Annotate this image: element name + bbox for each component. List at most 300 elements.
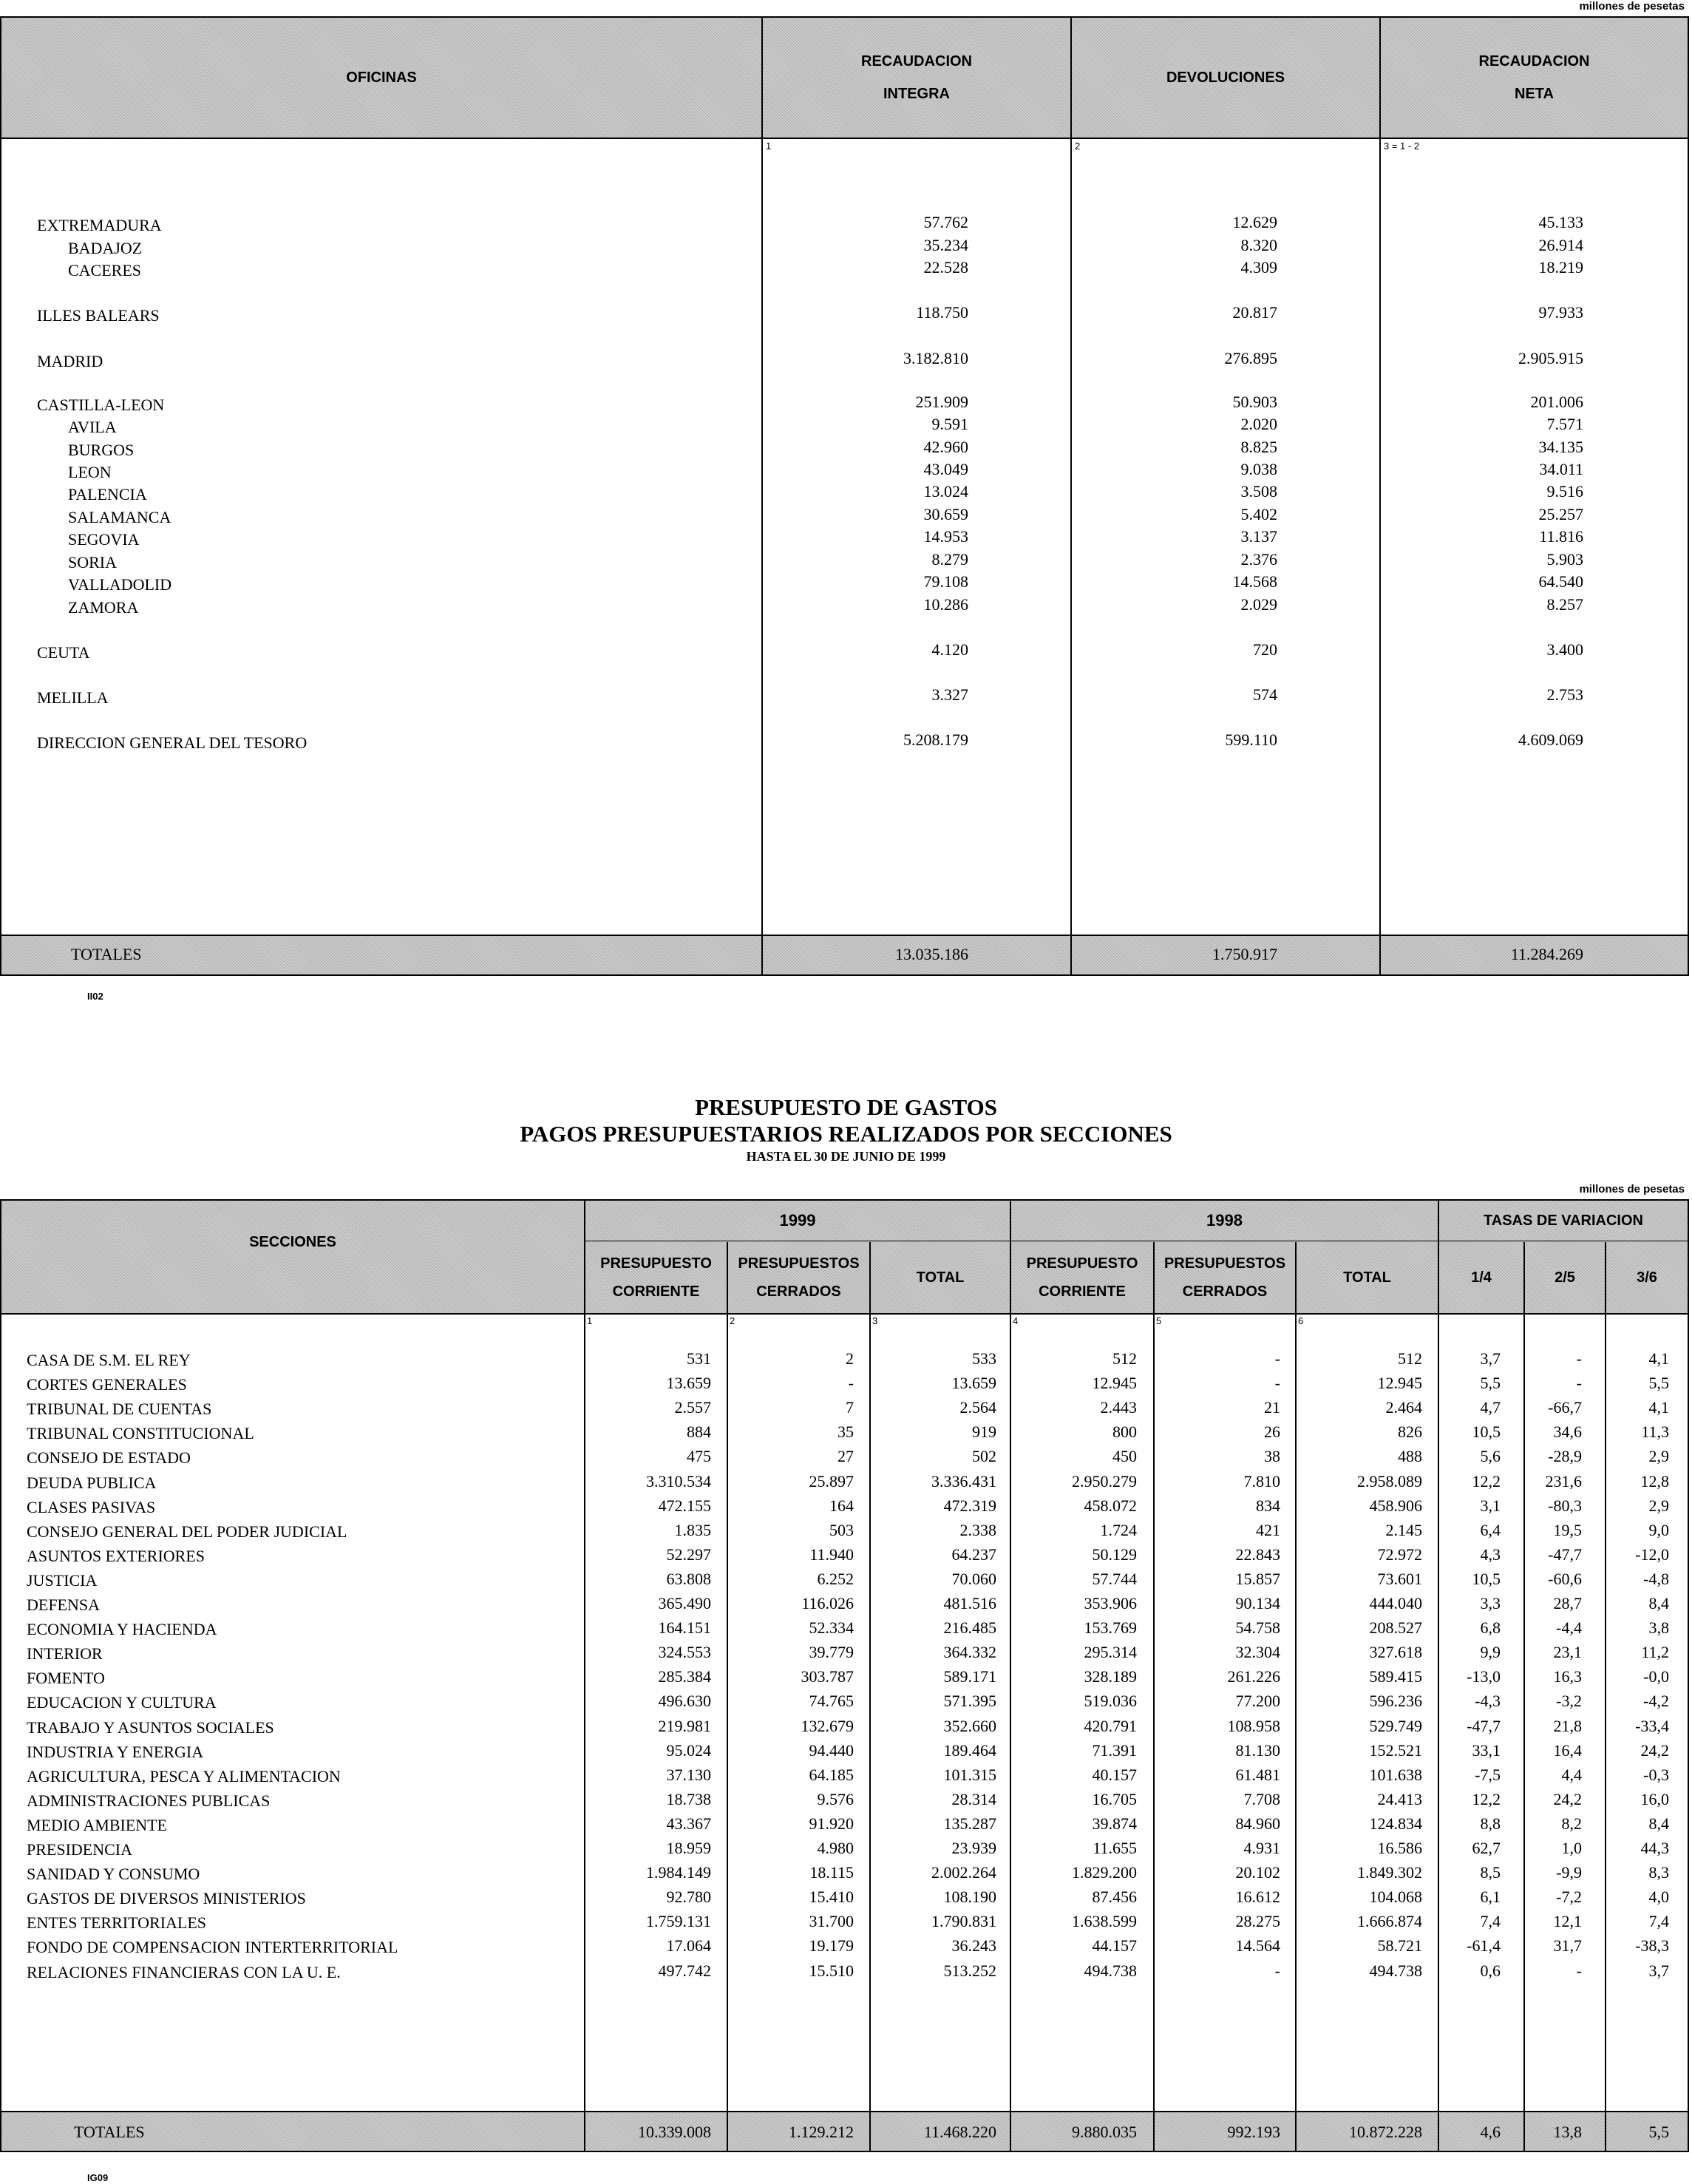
title-line-1: PRESUPUESTO DE GASTOS: [695, 1094, 997, 1120]
cell-integra: 13.024: [923, 482, 968, 501]
header-total: TOTAL: [916, 1269, 965, 1286]
cell-pc-1999: 2.557: [674, 1398, 711, 1417]
cell-rate-1-4: 3,3: [1480, 1594, 1501, 1612]
cell-rate-2-5: 231,6: [1545, 1472, 1582, 1491]
cell-rate-1-4: 5,6: [1480, 1447, 1501, 1465]
row-label: PALENCIA: [68, 485, 147, 503]
cell-rate-1-4: -4,3: [1475, 1692, 1501, 1710]
total-devoluciones: 1.750.917: [1212, 945, 1277, 963]
cell-pc-1998: 1.638.599: [1072, 1912, 1137, 1930]
cell-pc-1999: 164.151: [658, 1618, 711, 1637]
cell-rate-3-6: 5,5: [1648, 1374, 1669, 1392]
header-year-1998: 1998: [1206, 1211, 1243, 1230]
cell-devoluciones: 8.320: [1240, 236, 1277, 254]
cell-total-1999: 28.314: [951, 1790, 996, 1808]
cell-neta: 8.257: [1546, 595, 1583, 614]
cell-pc-1999: 1.835: [674, 1521, 711, 1539]
cell-pc-1998: 353.906: [1084, 1594, 1137, 1612]
cell-devoluciones: 720: [1253, 640, 1277, 659]
cell-total-1998: 494.738: [1369, 1961, 1422, 1980]
cell-neta: 64.540: [1538, 572, 1583, 591]
cell-neta: 18.219: [1538, 258, 1583, 277]
header-line: RECAUDACION: [861, 53, 972, 69]
row-label: FONDO DE COMPENSACION INTERTERRITORIAL: [27, 1938, 398, 1956]
header-line: CORRIENTE: [1039, 1283, 1126, 1300]
cell-pcer-1998: 84.960: [1235, 1814, 1280, 1833]
cell-total-1998: 72.972: [1377, 1545, 1422, 1564]
cell-pc-1998: 2.950.279: [1072, 1472, 1137, 1491]
cell-rate-2-5: -9,9: [1556, 1863, 1582, 1882]
cell-rate-1-4: 12,2: [1472, 1472, 1501, 1491]
header-oficinas: OFICINAS: [346, 69, 417, 86]
cell-rate-1-4: 3,1: [1480, 1496, 1501, 1515]
cell-pc-1999: 43.367: [666, 1814, 711, 1833]
cell-pc-1999: 497.742: [658, 1961, 711, 1980]
cell-pcer-1998: 7.708: [1243, 1790, 1280, 1808]
cell-pc-1999: 95.024: [666, 1741, 711, 1760]
cell-pcer-1998: 26: [1264, 1422, 1280, 1441]
cell-pc-1999: 324.553: [658, 1643, 711, 1661]
cell-pc-1998: 800: [1112, 1422, 1137, 1441]
column-number: 4: [1013, 1315, 1019, 1326]
cell-pc-1999: 531: [687, 1349, 711, 1368]
cell-integra: 9.591: [931, 415, 968, 433]
cell-rate-1-4: 6,1: [1480, 1888, 1501, 1906]
cell-pcer-1999: 25.897: [809, 1472, 854, 1491]
cell-pc-1998: 153.769: [1084, 1618, 1137, 1637]
cell-total-1999: 533: [972, 1349, 996, 1368]
row-label: VALLADOLID: [68, 575, 172, 594]
cell-integra: 79.108: [923, 572, 968, 591]
cell-total-1999: 571.395: [943, 1692, 996, 1710]
column-number: 1: [587, 1315, 593, 1326]
cell-rate-1-4: 33,1: [1472, 1741, 1501, 1760]
row-label: GASTOS DE DIVERSOS MINISTERIOS: [27, 1889, 306, 1907]
column-number: 2: [1075, 140, 1081, 152]
cell-pcer-1999: 15.410: [809, 1888, 854, 1906]
cell-pc-1998: 57.744: [1092, 1570, 1137, 1588]
cell-rate-2-5: -: [1576, 1349, 1582, 1368]
cell-pcer-1999: 74.765: [809, 1692, 854, 1710]
cell-rate-2-5: 16,3: [1553, 1667, 1582, 1686]
cell-rate-2-5: 34,6: [1553, 1422, 1582, 1441]
column-number: 5: [1156, 1315, 1162, 1326]
cell-pcer-1999: 11.940: [809, 1545, 854, 1564]
cell-rate-1-4: 9,9: [1480, 1643, 1501, 1661]
cell-rate-3-6: 4,0: [1648, 1888, 1669, 1906]
cell-rate-1-4: 6,8: [1480, 1618, 1501, 1637]
column-number: 1: [766, 140, 772, 152]
cell-pc-1999: 3.310.534: [646, 1472, 711, 1491]
cell-devoluciones: 599.110: [1225, 730, 1277, 749]
cell-rate-1-4: 10,5: [1472, 1422, 1501, 1441]
cell-neta: 2.753: [1546, 685, 1583, 704]
cell-pc-1998: 295.314: [1084, 1643, 1137, 1661]
cell-rate-1-4: 4,3: [1480, 1545, 1501, 1564]
cell-pc-1999: 285.384: [658, 1667, 711, 1686]
cell-pcer-1998: -: [1274, 1374, 1280, 1392]
header-presupuestos-cerrados: [1155, 1242, 1295, 1313]
total-rate-3-6: 5,5: [1648, 2123, 1669, 2141]
cell-pcer-1998: -: [1274, 1349, 1280, 1368]
cell-total-1999: 2.338: [959, 1521, 996, 1539]
cell-pcer-1998: -: [1274, 1961, 1280, 1980]
row-label: DEFENSA: [27, 1595, 101, 1614]
cell-pcer-1999: 27: [837, 1447, 854, 1465]
cell-total-1999: 2.564: [959, 1398, 996, 1417]
header-line: INTEGRA: [883, 86, 950, 102]
total-pcer-1998: 992.193: [1227, 2123, 1280, 2141]
cell-rate-3-6: 3,8: [1648, 1618, 1669, 1637]
cell-rate-1-4: 12,2: [1472, 1790, 1501, 1808]
cell-total-1998: 512: [1398, 1349, 1422, 1368]
cell-pc-1999: 92.780: [666, 1888, 711, 1906]
cell-integra: 42.960: [923, 438, 968, 456]
cell-pcer-1998: 81.130: [1235, 1741, 1280, 1760]
column-number: 2: [730, 1315, 735, 1326]
cell-rate-3-6: -38,3: [1635, 1936, 1669, 1955]
cell-rate-3-6: 4,1: [1648, 1349, 1669, 1368]
cell-rate-3-6: -33,4: [1635, 1717, 1669, 1735]
cell-total-1999: 364.332: [943, 1643, 996, 1661]
cell-rate-2-5: -66,7: [1548, 1398, 1582, 1417]
cell-total-1999: 189.464: [943, 1741, 996, 1760]
cell-pcer-1999: 39.779: [809, 1643, 854, 1661]
row-label: TRABAJO Y ASUNTOS SOCIALES: [27, 1718, 274, 1737]
cell-neta: 5.903: [1546, 550, 1583, 569]
cell-rate-3-6: 44,3: [1640, 1839, 1669, 1857]
cell-rate-2-5: 8,2: [1561, 1814, 1582, 1833]
cell-pc-1999: 13.659: [666, 1374, 711, 1392]
cell-pcer-1999: 18.115: [809, 1863, 854, 1882]
cell-total-1998: 444.040: [1369, 1594, 1422, 1612]
cell-total-1999: 472.319: [943, 1496, 996, 1515]
cell-pcer-1998: 38: [1264, 1447, 1280, 1465]
cell-rate-1-4: 5,5: [1480, 1374, 1501, 1392]
total-pcer-1999: 1.129.212: [789, 2123, 854, 2141]
header-year-1999: 1999: [779, 1211, 816, 1230]
unit-label: millones de pesetas: [1579, 1183, 1685, 1196]
cell-total-1999: 36.243: [951, 1936, 996, 1955]
cell-pcer-1998: 28.275: [1235, 1912, 1280, 1930]
header-secciones: SECCIONES: [249, 1234, 336, 1250]
cell-integra: 35.234: [923, 236, 968, 254]
cell-total-1999: 502: [972, 1447, 996, 1465]
header-ratio-3-6: 3/6: [1637, 1269, 1657, 1286]
cell-pcer-1999: 503: [829, 1521, 854, 1539]
cell-pcer-1998: 4.931: [1243, 1839, 1280, 1857]
cell-integra: 118.750: [916, 303, 968, 322]
row-label: PRESIDENCIA: [27, 1840, 133, 1859]
cell-total-1998: 208.527: [1369, 1618, 1422, 1637]
row-label: ILLES BALEARS: [37, 306, 160, 325]
row-label: MEDIO AMBIENTE: [27, 1816, 168, 1834]
cell-rate-2-5: -28,9: [1548, 1447, 1582, 1465]
cell-rate-1-4: 0,6: [1480, 1961, 1501, 1980]
cell-devoluciones: 2.029: [1240, 595, 1277, 614]
row-label: CORTES GENERALES: [27, 1375, 187, 1394]
cell-neta: 9.516: [1546, 482, 1583, 501]
cell-pc-1999: 18.738: [666, 1790, 711, 1808]
cell-rate-1-4: 6,4: [1480, 1521, 1501, 1539]
cell-total-1998: 2.464: [1385, 1398, 1422, 1417]
cell-rate-3-6: 11,2: [1641, 1643, 1669, 1661]
cell-pc-1999: 884: [687, 1422, 711, 1441]
cell-pcer-1998: 20.102: [1235, 1863, 1280, 1882]
row-label: TRIBUNAL CONSTITUCIONAL: [27, 1424, 254, 1442]
cell-devoluciones: 574: [1253, 685, 1277, 704]
cell-rate-1-4: -7,5: [1475, 1766, 1501, 1784]
header-devoluciones: DEVOLUCIONES: [1166, 69, 1285, 86]
cell-devoluciones: 50.903: [1232, 393, 1277, 411]
cell-total-1998: 58.721: [1377, 1936, 1422, 1955]
cell-pcer-1999: 19.179: [809, 1936, 854, 1955]
cell-pcer-1999: 4.980: [817, 1839, 854, 1857]
cell-pc-1998: 450: [1112, 1447, 1137, 1465]
cell-pc-1998: 420.791: [1084, 1717, 1137, 1735]
cell-pcer-1999: 64.185: [809, 1766, 854, 1784]
cell-rate-1-4: -47,7: [1467, 1717, 1501, 1735]
cell-pcer-1999: 7: [846, 1398, 854, 1417]
cell-pcer-1999: 31.700: [809, 1912, 854, 1930]
cell-total-1998: 12.945: [1377, 1374, 1422, 1392]
cell-rate-2-5: 1,0: [1561, 1839, 1582, 1857]
cell-rate-1-4: -61,4: [1467, 1936, 1501, 1955]
total-integra: 13.035.186: [895, 945, 968, 963]
title-line-2: PAGOS PRESUPUESTARIOS REALIZADOS POR SECCIONES: [520, 1121, 1172, 1147]
cell-rate-3-6: -12,0: [1635, 1545, 1669, 1564]
cell-pcer-1998: 14.564: [1235, 1936, 1280, 1955]
row-label: INDUSTRIA Y ENERGIA: [27, 1743, 204, 1761]
cell-total-1998: 458.906: [1369, 1496, 1422, 1515]
row-label: CACERES: [68, 261, 142, 279]
row-label: TRIBUNAL DE CUENTAS: [27, 1400, 212, 1418]
cell-pc-1999: 63.808: [666, 1570, 711, 1588]
cell-integra: 57.762: [923, 213, 968, 231]
cell-neta: 4.609.069: [1518, 730, 1583, 749]
row-label: AGRICULTURA, PESCA Y ALIMENTACION: [27, 1767, 341, 1785]
cell-rate-3-6: 8,3: [1648, 1863, 1669, 1882]
cell-devoluciones: 20.817: [1232, 303, 1277, 322]
header-recaudacion-neta: [1381, 18, 1688, 138]
cell-rate-3-6: 7,4: [1648, 1912, 1669, 1930]
cell-rate-1-4: 8,8: [1480, 1814, 1501, 1833]
cell-pcer-1999: 2: [846, 1349, 854, 1368]
cell-pc-1998: 39.874: [1092, 1814, 1137, 1833]
cell-pcer-1998: 834: [1256, 1496, 1280, 1515]
cell-pcer-1998: 22.843: [1235, 1545, 1280, 1564]
cell-total-1999: 216.485: [943, 1618, 996, 1637]
row-label: AVILA: [68, 418, 117, 436]
cell-total-1998: 73.601: [1377, 1570, 1422, 1588]
cell-total-1999: 64.237: [951, 1545, 996, 1564]
cell-pc-1999: 1.759.131: [646, 1912, 711, 1930]
cell-total-1998: 104.068: [1369, 1888, 1422, 1906]
row-label: DIRECCION GENERAL DEL TESORO: [37, 733, 308, 752]
cell-total-1998: 589.415: [1369, 1667, 1422, 1686]
cell-rate-1-4: 8,5: [1480, 1863, 1501, 1882]
cell-neta: 3.400: [1546, 640, 1583, 659]
cell-rate-3-6: 9,0: [1648, 1521, 1669, 1539]
row-label: ADMINISTRACIONES PUBLICAS: [27, 1791, 271, 1810]
cell-pc-1998: 71.391: [1092, 1741, 1137, 1760]
cell-total-1999: 108.190: [943, 1888, 996, 1906]
row-label: SORIA: [68, 553, 118, 572]
cell-total-1998: 2.958.089: [1357, 1472, 1422, 1491]
cell-pc-1999: 496.630: [658, 1692, 711, 1710]
cell-integra: 4.120: [931, 640, 968, 659]
cell-pcer-1998: 261.226: [1227, 1667, 1280, 1686]
cell-rate-2-5: 24,2: [1553, 1790, 1582, 1808]
totals-label: TOTALES: [74, 2123, 145, 2141]
cell-pcer-1998: 21: [1264, 1398, 1280, 1417]
cell-devoluciones: 3.137: [1240, 527, 1277, 546]
cell-pc-1999: 18.959: [666, 1839, 711, 1857]
cell-total-1999: 352.660: [943, 1717, 996, 1735]
cell-rate-1-4: 4,7: [1480, 1398, 1501, 1417]
cell-pcer-1998: 54.758: [1235, 1618, 1280, 1637]
cell-total-1998: 24.413: [1377, 1790, 1422, 1808]
row-label: EDUCACION Y CULTURA: [27, 1693, 217, 1712]
header-line: CORRIENTE: [612, 1283, 700, 1300]
header-line: NETA: [1515, 86, 1554, 102]
header-line: PRESUPUESTO: [1026, 1255, 1138, 1272]
unit-label: millones de pesetas: [1579, 0, 1685, 13]
row-label: SEGOVIA: [68, 530, 140, 549]
cell-pc-1998: 87.456: [1092, 1888, 1137, 1906]
cell-devoluciones: 4.309: [1240, 258, 1277, 277]
cell-total-1999: 13.659: [951, 1374, 996, 1392]
cell-pc-1999: 365.490: [658, 1594, 711, 1612]
cell-rate-3-6: 12,8: [1640, 1472, 1669, 1491]
header-ratio-2-5: 2/5: [1555, 1269, 1575, 1286]
cell-integra: 22.528: [923, 258, 968, 277]
cell-total-1998: 124.834: [1369, 1814, 1422, 1833]
column-number: 6: [1298, 1315, 1304, 1326]
row-label: MADRID: [37, 352, 103, 370]
cell-pcer-1998: 421: [1256, 1521, 1280, 1539]
cell-pcer-1999: -: [848, 1374, 854, 1392]
cell-total-1998: 152.521: [1369, 1741, 1422, 1760]
cell-total-1999: 481.516: [943, 1594, 996, 1612]
cell-pc-1998: 328.189: [1084, 1667, 1137, 1686]
row-label: CASA DE S.M. EL REY: [27, 1351, 191, 1369]
cell-neta: 201.006: [1530, 393, 1583, 411]
header-recaudacion-integra: [763, 18, 1070, 138]
row-label: CONSEJO DE ESTADO: [27, 1448, 191, 1467]
cell-pcer-1998: 7.810: [1243, 1472, 1280, 1491]
row-label: CEUTA: [37, 643, 90, 662]
table-code: II02: [87, 991, 103, 1002]
column-number: 3 = 1 - 2: [1384, 140, 1420, 152]
cell-pcer-1999: 132.679: [801, 1717, 854, 1735]
cell-total-1999: 135.287: [943, 1814, 996, 1833]
row-label: DEUDA PUBLICA: [27, 1473, 157, 1492]
cell-pc-1998: 11.655: [1093, 1839, 1137, 1857]
cell-neta: 7.571: [1546, 415, 1583, 433]
row-label: ENTES TERRITORIALES: [27, 1913, 207, 1932]
cell-integra: 30.659: [923, 505, 968, 523]
recaudacion-table: [0, 16, 1689, 977]
cell-devoluciones: 14.568: [1232, 572, 1277, 591]
cell-pcer-1998: 32.304: [1235, 1643, 1280, 1661]
cell-neta: 34.011: [1539, 460, 1583, 478]
row-label: BADAJOZ: [68, 239, 143, 257]
cell-total-1999: 1.790.831: [931, 1912, 996, 1930]
cell-pc-1998: 50.129: [1092, 1545, 1137, 1564]
header-presupuesto-corriente: [585, 1242, 727, 1313]
cell-total-1998: 529.749: [1369, 1717, 1422, 1735]
cell-pcer-1999: 164: [829, 1496, 854, 1515]
cell-integra: 3.327: [931, 685, 968, 704]
cell-rate-2-5: -: [1576, 1374, 1582, 1392]
cell-integra: 5.208.179: [903, 730, 968, 749]
cell-integra: 43.049: [923, 460, 968, 478]
row-label: CLASES PASIVAS: [27, 1498, 156, 1516]
cell-pcer-1999: 9.576: [817, 1790, 854, 1808]
cell-total-1999: 101.315: [943, 1766, 996, 1784]
cell-devoluciones: 9.038: [1240, 460, 1277, 478]
cell-neta: 25.257: [1538, 505, 1583, 523]
cell-rate-2-5: 31,7: [1553, 1936, 1582, 1955]
cell-rate-2-5: 19,5: [1553, 1521, 1582, 1539]
totals-band: [1, 936, 1688, 974]
cell-rate-2-5: 4,4: [1561, 1766, 1582, 1784]
cell-pc-1998: 2.443: [1100, 1398, 1137, 1417]
cell-neta: 45.133: [1538, 213, 1583, 231]
cell-total-1998: 16.586: [1377, 1839, 1422, 1857]
cell-rate-3-6: 16,0: [1640, 1790, 1669, 1808]
header-presupuesto-corriente: [1011, 1242, 1153, 1313]
cell-pc-1999: 219.981: [658, 1717, 711, 1735]
total-pc-1999: 10.339.008: [638, 2123, 711, 2141]
cell-pcer-1999: 91.920: [809, 1814, 854, 1833]
cell-pcer-1998: 61.481: [1235, 1766, 1280, 1784]
cell-rate-2-5: 21,8: [1553, 1717, 1582, 1735]
cell-neta: 11.816: [1539, 527, 1583, 546]
cell-pcer-1999: 35: [837, 1422, 854, 1441]
cell-rate-3-6: -0,0: [1643, 1667, 1669, 1686]
cell-pcer-1998: 77.200: [1235, 1692, 1280, 1710]
cell-rate-3-6: 2,9: [1648, 1496, 1669, 1515]
cell-pcer-1999: 15.510: [809, 1961, 854, 1980]
cell-total-1999: 513.252: [943, 1961, 996, 1980]
cell-rate-2-5: 16,4: [1553, 1741, 1582, 1760]
cell-rate-2-5: 12,1: [1553, 1912, 1582, 1930]
row-label: RELACIONES FINANCIERAS CON LA U. E.: [27, 1963, 341, 1981]
cell-total-1999: 2.002.264: [931, 1863, 996, 1882]
row-label: BURGOS: [68, 441, 135, 459]
cell-devoluciones: 2.020: [1240, 415, 1277, 433]
header-line: PRESUPUESTOS: [1163, 1255, 1286, 1272]
cell-pcer-1999: 94.440: [809, 1741, 854, 1760]
cell-devoluciones: 8.825: [1240, 438, 1277, 456]
header-tasas: TASAS DE VARIACION: [1484, 1213, 1643, 1229]
cell-integra: 10.286: [923, 595, 968, 614]
cell-pcer-1999: 6.252: [817, 1570, 854, 1588]
cell-pc-1998: 16.705: [1092, 1790, 1137, 1808]
cell-neta: 97.933: [1538, 303, 1583, 322]
cell-pc-1999: 1.984.149: [646, 1863, 711, 1882]
cell-total-1999: 23.939: [951, 1839, 996, 1857]
cell-pc-1998: 1.829.200: [1072, 1863, 1137, 1882]
cell-pc-1998: 40.157: [1092, 1766, 1137, 1784]
cell-rate-1-4: -13,0: [1467, 1667, 1501, 1686]
title-line-3: HASTA EL 30 DE JUNIO DE 1999: [746, 1149, 946, 1164]
cell-rate-3-6: 8,4: [1648, 1814, 1669, 1833]
cell-rate-3-6: 2,9: [1648, 1447, 1669, 1465]
row-label: FOMENTO: [27, 1669, 105, 1687]
